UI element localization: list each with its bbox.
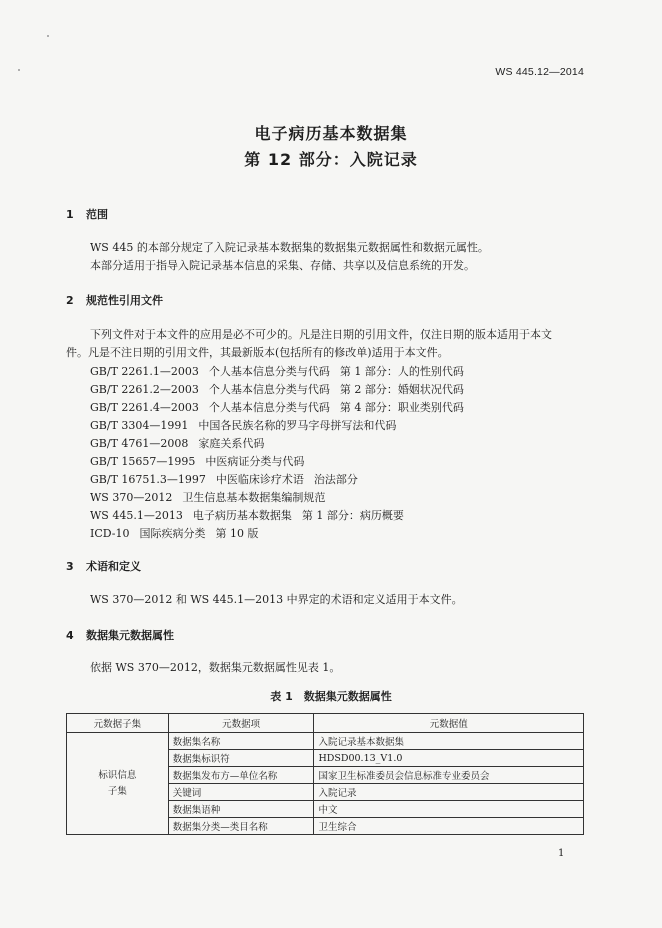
reference-item: GB/T 2261.4—2003 个人基本信息分类与代码 第 4 部分：职业类别代码 — [90, 401, 464, 414]
table-cell-value: HDSD00.13_V1.0 — [314, 750, 584, 767]
reference-item: ICD-10 国际疾病分类 第 10 版 — [90, 527, 259, 540]
reference-item: WS 445.1—2013 电子病历基本数据集 第 1 部分：病历概要 — [90, 509, 404, 522]
table-header-row — [67, 714, 584, 733]
table-header-cell: 元数据项 — [168, 714, 314, 733]
scan-speck — [18, 69, 20, 71]
scope-paragraph-2: 本部分适用于指导入院记录基本信息的采集、存储、共享以及信息系统的开发。 — [90, 259, 475, 272]
references-intro-line-1: 下列文件对于本文件的应用是必不可少的。凡是注日期的引用文件，仅注日期的版本适用于本文 — [90, 328, 552, 341]
subset-label: 标识信息 子集 — [67, 733, 169, 835]
table-cell-item: 数据集名称 — [168, 733, 314, 750]
table-row — [67, 733, 584, 750]
table-header-cell: 元数据子集 — [67, 714, 169, 733]
section-heading-1: 1 范围 — [66, 208, 108, 221]
section-heading-3: 3 术语和定义 — [66, 560, 141, 573]
table-caption: 表 1 数据集元数据属性 — [270, 690, 392, 703]
reference-item: WS 370—2012 卫生信息基本数据集编制规范 — [90, 491, 326, 504]
table-cell-item: 关键词 — [168, 784, 314, 801]
table-cell-item: 数据集标识符 — [168, 750, 314, 767]
table-cell-item: 数据集语种 — [168, 801, 314, 818]
document-subtitle: 第 12 部分：入院记录 — [244, 150, 418, 169]
table-cell-value: 入院记录基本数据集 — [314, 733, 584, 750]
reference-item: GB/T 16751.3—1997 中医临床诊疗术语 治法部分 — [90, 473, 358, 486]
document-title: 电子病历基本数据集 — [254, 124, 408, 143]
table-cell-value: 国家卫生标准委员会信息标准专业委员会 — [314, 767, 584, 784]
standard-code: WS 445.12—2014 — [495, 66, 584, 78]
metadata-table — [66, 713, 584, 835]
references-intro-line-2: 件。凡是不注日期的引用文件，其最新版本(包括所有的修改单)适用于本文件。 — [66, 346, 449, 359]
metadata-paragraph: 依据 WS 370—2012，数据集元数据属性见表 1。 — [90, 661, 341, 674]
table-cell-item: 数据集分类—类目名称 — [168, 818, 314, 835]
section-heading-2: 2 规范性引用文件 — [66, 294, 163, 307]
scope-paragraph-1: WS 445 的本部分规定了入院记录基本数据集的数据集元数据属性和数据元属性。 — [90, 241, 489, 254]
terms-paragraph: WS 370—2012 和 WS 445.1—2013 中界定的术语和定义适用于本文件。 — [90, 593, 463, 606]
reference-item: GB/T 15657—1995 中医病证分类与代码 — [90, 455, 305, 468]
table-cell-value: 中文 — [314, 801, 584, 818]
table-cell-value: 卫生综合 — [314, 818, 584, 835]
scan-speck — [47, 35, 49, 37]
table-header-cell: 元数据值 — [314, 714, 584, 733]
table-cell-item: 数据集发布方—单位名称 — [168, 767, 314, 784]
section-heading-4: 4 数据集元数据属性 — [66, 629, 174, 642]
reference-item: GB/T 4761—2008 家庭关系代码 — [90, 437, 265, 450]
page-number: 1 — [558, 848, 565, 859]
reference-item: GB/T 2261.1—2003 个人基本信息分类与代码 第 1 部分：人的性别代码 — [90, 365, 464, 378]
reference-item: GB/T 2261.2—2003 个人基本信息分类与代码 第 2 部分：婚姻状况代码 — [90, 383, 464, 396]
reference-item: GB/T 3304—1991 中国各民族名称的罗马字母拼写法和代码 — [90, 419, 397, 432]
table-cell-value: 入院记录 — [314, 784, 584, 801]
